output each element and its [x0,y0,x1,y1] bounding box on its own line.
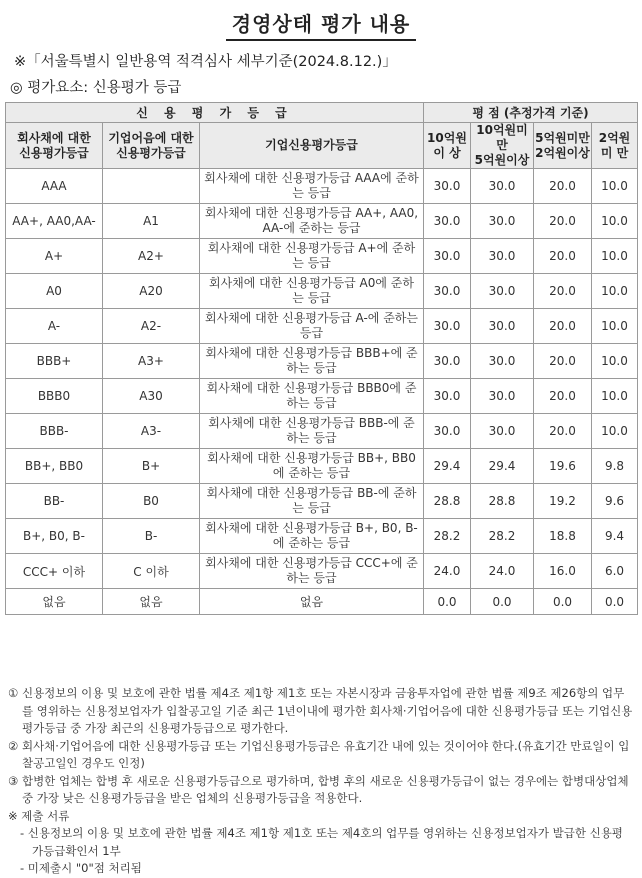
table-row [6,589,638,615]
cell-score-tier-2: 28.8 [471,484,534,519]
cell-cp-rating: A1 [103,204,200,239]
cell-score-tier-4: 10.0 [592,274,638,309]
cell-score-tier-3: 20.0 [534,344,592,379]
cell-corp-bond-rating: A+ [6,239,103,274]
cell-score-tier-1: 24.0 [424,554,471,589]
cell-corp-credit-rating: 회사채에 대한 신용평가등급 AA+, AA0, AA-에 준하는 등급 [200,204,424,239]
cell-cp-rating: A3+ [103,344,200,379]
cell-corp-credit-rating: 회사채에 대한 신용평가등급 A0에 준하는 등급 [200,274,424,309]
cell-score-tier-2: 30.0 [471,344,534,379]
cell-score-tier-3: 20.0 [534,274,592,309]
cell-corp-bond-rating: BB+, BB0 [6,449,103,484]
credit-rating-table [5,102,638,615]
header-credit-grade-group: 신 용 평 가 등 급 [6,103,424,123]
cell-score-tier-3: 19.6 [534,449,592,484]
cell-corp-bond-rating: CCC+ 이하 [6,554,103,589]
table-row [6,169,638,204]
header-cp-rating: 기업어음에 대한 신용평가등급 [103,123,200,169]
cell-score-tier-2: 28.2 [471,519,534,554]
table-row [6,309,638,344]
header-score-tier-1: 10억원 이 상 [424,123,471,169]
submission-doc-2: - 미제출시 "0"점 처리됨 [20,861,142,875]
cell-score-tier-2: 30.0 [471,379,534,414]
cell-score-tier-1: 0.0 [424,589,471,615]
header-score-tier-3: 5억원미만 2억원이상 [534,123,592,169]
cell-score-tier-2: 30.0 [471,239,534,274]
submission-doc-1: - 신용정보의 이용 및 보호에 관한 법률 제4조 제1항 제1호 또는 제4호의 업무를 영위하는 신용정보업자가 발급한 신용평가등급확인서 1부 [20,826,623,858]
cell-score-tier-1: 29.4 [424,449,471,484]
cell-score-tier-4: 9.8 [592,449,638,484]
cell-score-tier-1: 30.0 [424,379,471,414]
cell-corp-credit-rating: 회사채에 대한 신용평가등급 AAA에 준하는 등급 [200,169,424,204]
cell-cp-rating: C 이하 [103,554,200,589]
cell-score-tier-2: 30.0 [471,169,534,204]
table-row [6,344,638,379]
cell-score-tier-2: 0.0 [471,589,534,615]
cell-cp-rating: B+ [103,449,200,484]
note-3: ③ 합병한 업체는 합병 후 새로운 신용평가등급으로 평가하며, 합병 후의 새로운 신용평가등급이 없는 경우에는 합병대상업체 중 가장 낮은 신용평가등급을 받은 업체의 신용평가등급을 적용한다. [8,773,629,805]
table-row [6,554,638,589]
table-row [6,449,638,484]
cell-score-tier-3: 18.8 [534,519,592,554]
cell-cp-rating: B0 [103,484,200,519]
cell-score-tier-3: 20.0 [534,169,592,204]
cell-score-tier-1: 30.0 [424,309,471,344]
document-title: 경영상태 평가 내용 [0,8,642,41]
cell-score-tier-1: 30.0 [424,414,471,449]
header-score-group: 평 점 (추정가격 기준) [424,103,638,123]
submission-docs-header: ※ 제출 서류 [8,808,70,823]
source-line: ※「서울특별시 일반용역 적격심사 세부기준(2024.8.12.)」 [14,54,397,70]
cell-corp-credit-rating: 회사채에 대한 신용평가등급 A-에 준하는 등급 [200,309,424,344]
cell-corp-bond-rating: BBB- [6,414,103,449]
cell-score-tier-2: 30.0 [471,204,534,239]
note-1: ① 신용정보의 이용 및 보호에 관한 법률 제4조 제1항 제1호 또는 자본시장과 금융투자업에 관한 법률 제9조 제26항의 업무를 영위하는 신용정보업자가 입찰공고일 기준 최근 1년이내에 평가한 회사채·기업어음에 대한 신용평가등급 또는 기업신용평가등급 중 가장 최근의 신용평가등급으로 평가한다. [8,686,633,735]
cell-score-tier-2: 30.0 [471,309,534,344]
cell-score-tier-2: 30.0 [471,274,534,309]
credit-rating-table-body [6,169,638,615]
cell-score-tier-4: 10.0 [592,309,638,344]
cell-corp-credit-rating: 회사채에 대한 신용평가등급 BBB+에 준하는 등급 [200,344,424,379]
cell-cp-rating: B- [103,519,200,554]
table-row [6,239,638,274]
cell-corp-bond-rating: AAA [6,169,103,204]
cell-score-tier-4: 10.0 [592,169,638,204]
cell-score-tier-4: 0.0 [592,589,638,615]
cell-score-tier-4: 9.4 [592,519,638,554]
cell-corp-bond-rating: BBB0 [6,379,103,414]
header-corp-credit-rating: 기업신용평가등급 [200,123,424,169]
cell-corp-credit-rating: 회사채에 대한 신용평가등급 BBB0에 준하는 등급 [200,379,424,414]
cell-score-tier-3: 20.0 [534,239,592,274]
cell-score-tier-1: 30.0 [424,204,471,239]
cell-corp-credit-rating: 회사채에 대한 신용평가등급 B+, B0, B-에 준하는 등급 [200,519,424,554]
cell-corp-credit-rating: 없음 [200,589,424,615]
cell-score-tier-4: 10.0 [592,344,638,379]
header-score-tier-2: 10억원미만 5억원이상 [471,123,534,169]
cell-score-tier-1: 30.0 [424,344,471,379]
cell-score-tier-2: 24.0 [471,554,534,589]
cell-corp-bond-rating: A- [6,309,103,344]
header-score-tier-4: 2억원 미 만 [592,123,638,169]
cell-score-tier-3: 20.0 [534,379,592,414]
cell-score-tier-4: 10.0 [592,239,638,274]
cell-corp-credit-rating: 회사채에 대한 신용평가등급 BB-에 준하는 등급 [200,484,424,519]
cell-score-tier-4: 10.0 [592,204,638,239]
cell-cp-rating: A20 [103,274,200,309]
cell-cp-rating: A2+ [103,239,200,274]
cell-corp-credit-rating: 회사채에 대한 신용평가등급 A+에 준하는 등급 [200,239,424,274]
cell-score-tier-4: 6.0 [592,554,638,589]
cell-score-tier-1: 30.0 [424,239,471,274]
cell-score-tier-3: 20.0 [534,204,592,239]
cell-corp-credit-rating: 회사채에 대한 신용평가등급 BB+, BB0에 준하는 등급 [200,449,424,484]
cell-corp-bond-rating: AA+, AA0,AA- [6,204,103,239]
cell-score-tier-2: 29.4 [471,449,534,484]
cell-cp-rating: 없음 [103,589,200,615]
table-row [6,414,638,449]
cell-corp-credit-rating: 회사채에 대한 신용평가등급 BBB-에 준하는 등급 [200,414,424,449]
cell-score-tier-2: 30.0 [471,414,534,449]
cell-cp-rating: A2- [103,309,200,344]
cell-cp-rating [103,169,200,204]
cell-score-tier-4: 10.0 [592,414,638,449]
cell-score-tier-4: 9.6 [592,484,638,519]
cell-score-tier-1: 28.8 [424,484,471,519]
cell-corp-bond-rating: A0 [6,274,103,309]
cell-corp-credit-rating: 회사채에 대한 신용평가등급 CCC+에 준하는 등급 [200,554,424,589]
cell-cp-rating: A30 [103,379,200,414]
cell-score-tier-3: 0.0 [534,589,592,615]
notes-section [8,685,634,878]
cell-score-tier-1: 30.0 [424,274,471,309]
cell-cp-rating: A3- [103,414,200,449]
note-2: ② 회사채·기업어음에 대한 신용평가등급 또는 기업신용평가등급은 유효기간 내에 있는 것이어야 한다.(유효기간 만료일이 입찰공고일인 경우도 인정) [8,738,630,770]
cell-corp-bond-rating: BB- [6,484,103,519]
cell-corp-bond-rating: B+, B0, B- [6,519,103,554]
header-corp-bond-rating: 회사채에 대한 신용평가등급 [6,123,103,169]
cell-corp-bond-rating: BBB+ [6,344,103,379]
table-row [6,519,638,554]
cell-score-tier-1: 28.2 [424,519,471,554]
cell-score-tier-3: 16.0 [534,554,592,589]
cell-corp-bond-rating: 없음 [6,589,103,615]
cell-score-tier-3: 19.2 [534,484,592,519]
cell-score-tier-3: 20.0 [534,309,592,344]
cell-score-tier-1: 30.0 [424,169,471,204]
cell-score-tier-4: 10.0 [592,379,638,414]
table-row [6,204,638,239]
table-row [6,379,638,414]
cell-score-tier-3: 20.0 [534,414,592,449]
table-row [6,274,638,309]
evaluation-element-line: ◎ 평가요소: 신용평가 등급 [10,80,182,96]
table-row [6,484,638,519]
